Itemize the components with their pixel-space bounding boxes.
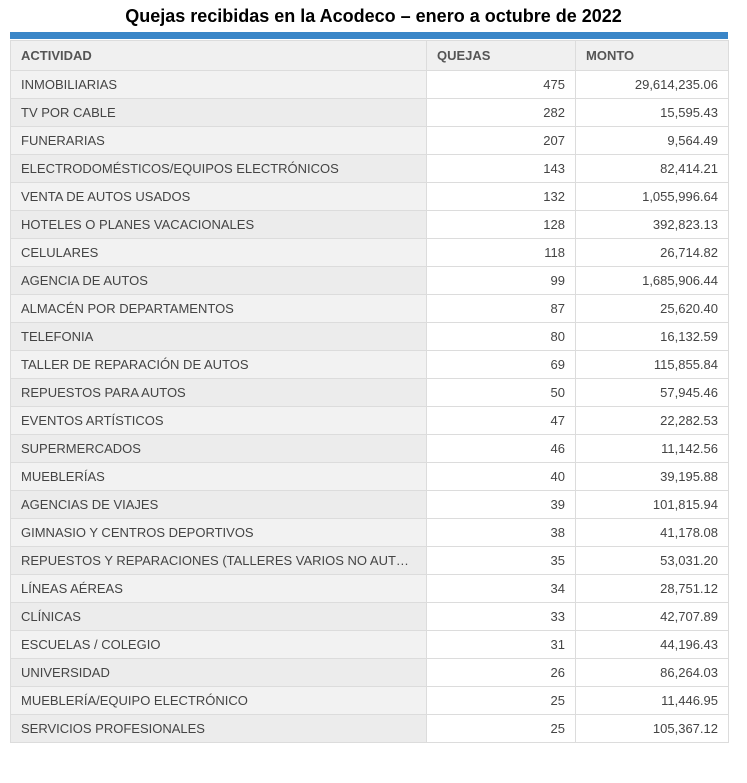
table-row[interactable] [11, 155, 729, 183]
table-row[interactable] [11, 211, 729, 239]
column-header-monto[interactable]: MONTO [576, 41, 729, 71]
table-row[interactable] [11, 715, 729, 743]
cell-actividad: ALMACÉN POR DEPARTAMENTOS [11, 295, 427, 323]
cell-quejas: 46 [427, 435, 576, 463]
cell-quejas: 34 [427, 575, 576, 603]
cell-actividad: AGENCIAS DE VIAJES [11, 491, 427, 519]
cell-monto: 86,264.03 [576, 659, 729, 687]
cell-quejas: 118 [427, 239, 576, 267]
header-row [11, 41, 729, 71]
cell-quejas: 26 [427, 659, 576, 687]
column-header-actividad[interactable]: ACTIVIDAD [11, 41, 427, 71]
cell-monto: 28,751.12 [576, 575, 729, 603]
table-row[interactable] [11, 239, 729, 267]
table-row[interactable] [11, 267, 729, 295]
cell-quejas: 33 [427, 603, 576, 631]
table-header [11, 41, 729, 71]
table-row[interactable] [11, 575, 729, 603]
cell-quejas: 128 [427, 211, 576, 239]
cell-monto: 41,178.08 [576, 519, 729, 547]
cell-quejas: 25 [427, 715, 576, 743]
cell-actividad: ELECTRODOMÉSTICOS/EQUIPOS ELECTRÓNICOS [11, 155, 427, 183]
table-body [11, 71, 729, 743]
cell-quejas: 31 [427, 631, 576, 659]
cell-actividad: EVENTOS ARTÍSTICOS [11, 407, 427, 435]
table-row[interactable] [11, 491, 729, 519]
cell-actividad: VENTA DE AUTOS USADOS [11, 183, 427, 211]
complaints-table [10, 40, 729, 743]
cell-monto: 1,685,906.44 [576, 267, 729, 295]
cell-actividad: HOTELES O PLANES VACACIONALES [11, 211, 427, 239]
table-row[interactable] [11, 323, 729, 351]
cell-actividad: CLÍNICAS [11, 603, 427, 631]
table-row[interactable] [11, 99, 729, 127]
cell-monto: 42,707.89 [576, 603, 729, 631]
cell-monto: 53,031.20 [576, 547, 729, 575]
cell-monto: 9,564.49 [576, 127, 729, 155]
table-row[interactable] [11, 547, 729, 575]
cell-actividad: MUEBLERÍA/EQUIPO ELECTRÓNICO [11, 687, 427, 715]
cell-monto: 22,282.53 [576, 407, 729, 435]
table-row[interactable] [11, 659, 729, 687]
cell-monto: 44,196.43 [576, 631, 729, 659]
cell-actividad: TALLER DE REPARACIÓN DE AUTOS [11, 351, 427, 379]
cell-monto: 392,823.13 [576, 211, 729, 239]
table-row[interactable] [11, 127, 729, 155]
cell-actividad: ESCUELAS / COLEGIO [11, 631, 427, 659]
cell-quejas: 87 [427, 295, 576, 323]
cell-quejas: 38 [427, 519, 576, 547]
cell-monto: 15,595.43 [576, 99, 729, 127]
cell-monto: 105,367.12 [576, 715, 729, 743]
cell-monto: 25,620.40 [576, 295, 729, 323]
cell-quejas: 207 [427, 127, 576, 155]
table-row[interactable] [11, 435, 729, 463]
cell-quejas: 47 [427, 407, 576, 435]
cell-monto: 29,614,235.06 [576, 71, 729, 99]
cell-actividad: TV POR CABLE [11, 99, 427, 127]
cell-monto: 16,132.59 [576, 323, 729, 351]
cell-quejas: 39 [427, 491, 576, 519]
cell-actividad: MUEBLERÍAS [11, 463, 427, 491]
cell-quejas: 69 [427, 351, 576, 379]
table-row[interactable] [11, 603, 729, 631]
cell-monto: 57,945.46 [576, 379, 729, 407]
cell-quejas: 40 [427, 463, 576, 491]
cell-quejas: 282 [427, 99, 576, 127]
cell-monto: 115,855.84 [576, 351, 729, 379]
cell-quejas: 99 [427, 267, 576, 295]
table-row[interactable] [11, 71, 729, 99]
cell-monto: 101,815.94 [576, 491, 729, 519]
cell-actividad: REPUESTOS Y REPARACIONES (TALLERES VARIOS NO AUT… [11, 547, 427, 575]
cell-monto: 26,714.82 [576, 239, 729, 267]
table-row[interactable] [11, 463, 729, 491]
cell-actividad: CELULARES [11, 239, 427, 267]
cell-quejas: 80 [427, 323, 576, 351]
table-row[interactable] [11, 183, 729, 211]
table-row[interactable] [11, 379, 729, 407]
cell-actividad: INMOBILIARIAS [11, 71, 427, 99]
cell-actividad: UNIVERSIDAD [11, 659, 427, 687]
table-row[interactable] [11, 407, 729, 435]
cell-actividad: AGENCIA DE AUTOS [11, 267, 427, 295]
cell-quejas: 25 [427, 687, 576, 715]
cell-quejas: 50 [427, 379, 576, 407]
cell-monto: 82,414.21 [576, 155, 729, 183]
cell-actividad: SERVICIOS PROFESIONALES [11, 715, 427, 743]
table-row[interactable] [11, 351, 729, 379]
cell-actividad: TELEFONIA [11, 323, 427, 351]
column-header-quejas[interactable]: QUEJAS [427, 41, 576, 71]
cell-monto: 11,142.56 [576, 435, 729, 463]
cell-actividad: REPUESTOS PARA AUTOS [11, 379, 427, 407]
cell-actividad: FUNERARIAS [11, 127, 427, 155]
accent-bar [10, 32, 728, 39]
cell-monto: 11,446.95 [576, 687, 729, 715]
cell-quejas: 132 [427, 183, 576, 211]
table-row[interactable] [11, 631, 729, 659]
cell-quejas: 35 [427, 547, 576, 575]
cell-monto: 39,195.88 [576, 463, 729, 491]
cell-monto: 1,055,996.64 [576, 183, 729, 211]
cell-actividad: GIMNASIO Y CENTROS DEPORTIVOS [11, 519, 427, 547]
table-row[interactable] [11, 519, 729, 547]
cell-actividad: LÍNEAS AÉREAS [11, 575, 427, 603]
cell-quejas: 143 [427, 155, 576, 183]
table-row[interactable] [11, 687, 729, 715]
page-title: Quejas recibidas en la Acodeco – enero a octubre de 2022 [125, 6, 622, 26]
table-row[interactable] [11, 295, 729, 323]
cell-quejas: 475 [427, 71, 576, 99]
cell-actividad: SUPERMERCADOS [11, 435, 427, 463]
